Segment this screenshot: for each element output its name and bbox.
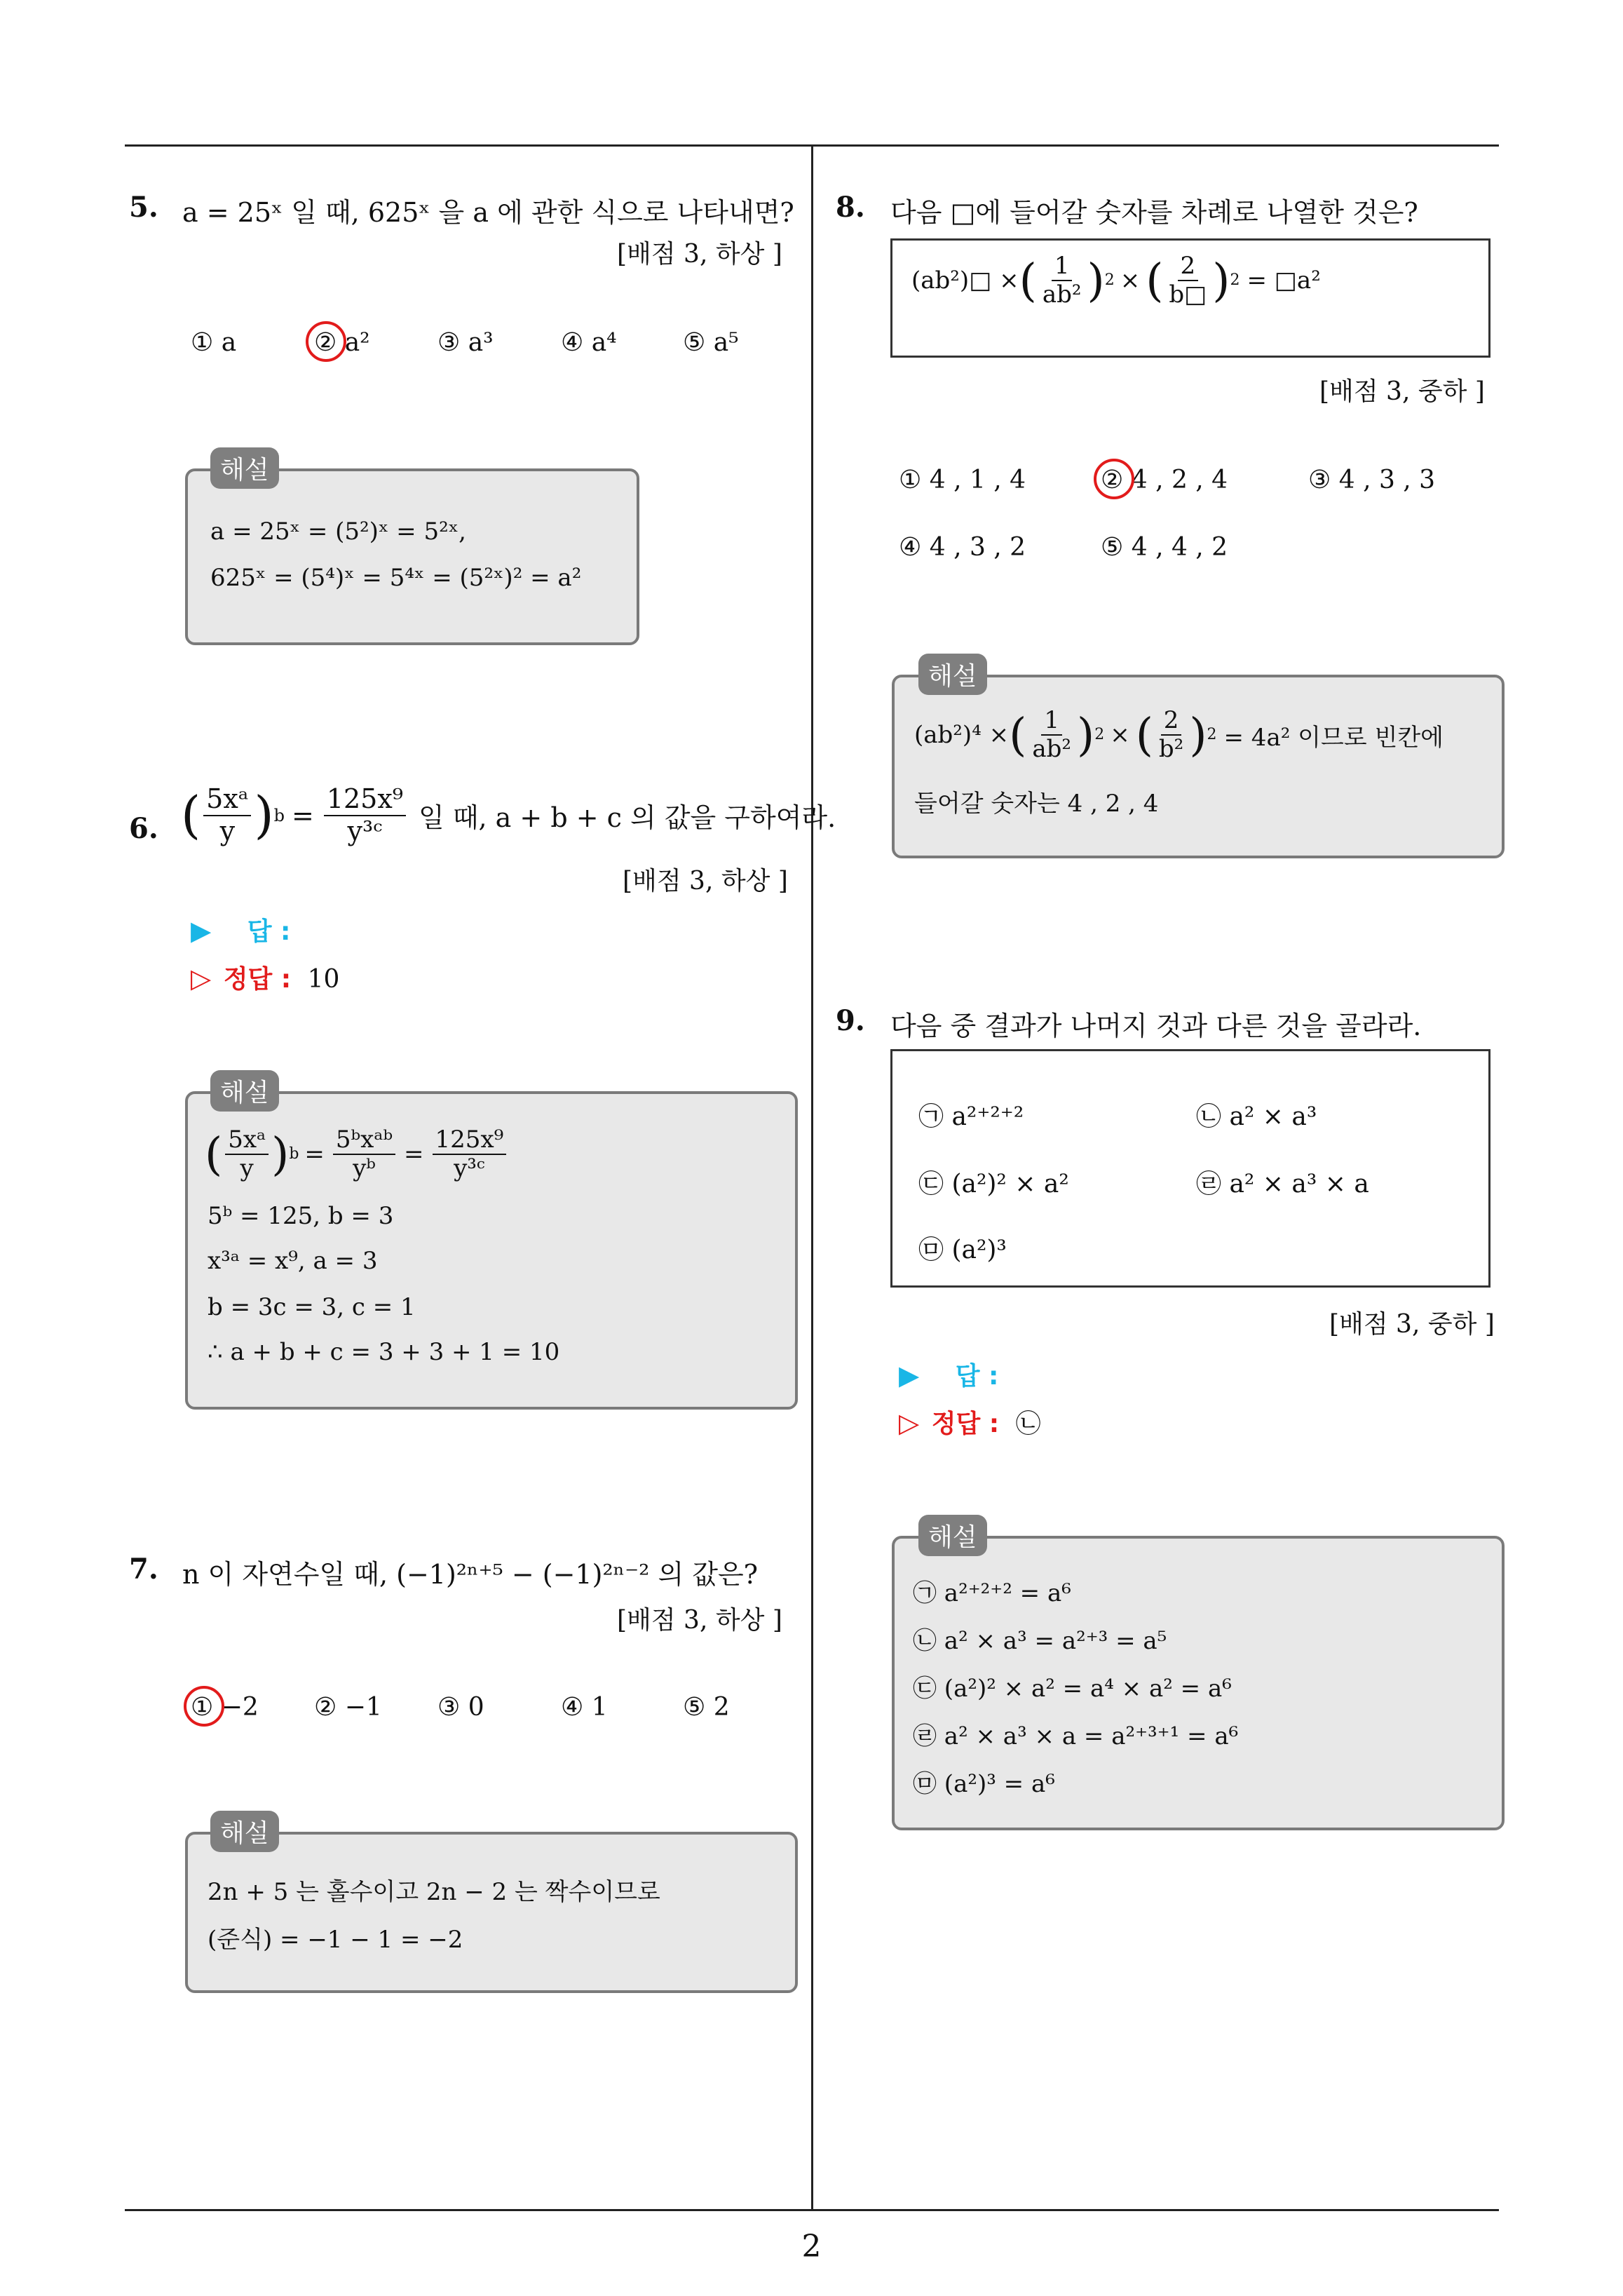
choice-1[interactable]: ① a: [191, 328, 237, 357]
choice-1[interactable]: ① −2: [191, 1693, 259, 1722]
rhs-fraction: $\frac{\text{125x⁹}}{\text{y³ᶜ}}$: [324, 784, 406, 846]
answer-arrow-icon: ▶: [191, 915, 212, 946]
choice-2[interactable]: ② −1: [314, 1693, 382, 1722]
question-number: 8.: [836, 191, 865, 224]
answer-row: [191, 912, 290, 947]
solution-line: ㉠ a²⁺²⁺² = a⁶: [913, 1579, 1071, 1607]
score-label: [배점 3, 하상 ]: [617, 240, 782, 269]
question-number: 5.: [129, 191, 158, 224]
correct-label: 정답 :: [931, 1410, 1000, 1438]
choice-3[interactable]: ③ a³: [437, 328, 494, 357]
score-label: [배점 3, 중하 ]: [1319, 377, 1485, 406]
solution-formula: ( $\frac{\text{5xᵃ}}{y}$ ) b = $\frac{\text{5ᵇxᵃᵇ}}{\text{yᵇ}}$ = $\frac{\text{125x⁹}}{\text{y³ᶜ}}$: [205, 1126, 509, 1182]
item-e: ㉤ (a²)³: [918, 1236, 1007, 1264]
item-c: ㉢ (a²)² × a²: [918, 1170, 1069, 1198]
choice-4[interactable]: ④ 4 , 3 , 2: [899, 533, 1026, 562]
question-text: 일 때, a + b + c 의 값을 구하여라.: [419, 802, 836, 834]
choice-5[interactable]: ⑤ a⁵: [683, 328, 739, 357]
question-text: n 이 자연수일 때, (−1)²ⁿ⁺⁵ − (−1)²ⁿ⁻² 의 값은?: [182, 1559, 759, 1590]
answer-arrow-icon: ▶: [899, 1360, 920, 1391]
question-text: a = 25ˣ 일 때, 625ˣ 을 a 에 관한 식으로 나타내면?: [182, 197, 794, 228]
formula: (ab²)□ × ( $\frac{1}{\text{ab²}}$ ) 2 × ( $\frac{2}{b□}$ ) 2 = □a²: [911, 252, 1321, 309]
bottom-rule: [125, 2209, 1499, 2211]
score-label: [배점 3, 하상 ]: [623, 867, 788, 896]
solution-tab: 해설: [918, 654, 987, 695]
question-text: 다음 중 결과가 나머지 것과 다른 것을 골라라.: [890, 1011, 1422, 1041]
solution-line: b = 3c = 3, c = 1: [208, 1293, 416, 1321]
choice-4[interactable]: ④ a⁴: [561, 328, 617, 357]
choice-2[interactable]: ② 4 , 2 , 4: [1101, 466, 1228, 494]
item-d: ㉣ a² × a³ × a: [1196, 1170, 1369, 1198]
question-number: 9.: [836, 1004, 865, 1037]
solution-line: 2n + 5 는 홀수이고 2n − 2 는 짝수이므로: [208, 1878, 660, 1906]
solution-box: [892, 675, 1505, 858]
answer-label: 답 :: [955, 1362, 999, 1391]
question-number: 7.: [129, 1553, 158, 1586]
choice-3[interactable]: ③ 4 , 3 , 3: [1308, 466, 1436, 494]
solution-line: ㉤ (a²)³ = a⁶: [913, 1770, 1055, 1798]
correct-answer-row: [899, 1404, 1041, 1440]
item-b: ㉡ a² × a³: [1196, 1102, 1317, 1131]
score-label: [배점 3, 하상 ]: [617, 1606, 782, 1635]
choice-5[interactable]: ⑤ 2: [683, 1693, 730, 1722]
correct-label: 정답 :: [223, 965, 292, 994]
solution-line: (준식) = −1 − 1 = −2: [208, 1926, 463, 1954]
solution-box: [185, 468, 639, 645]
score-label: [배점 3, 중하 ]: [1329, 1310, 1495, 1339]
choice-3[interactable]: ③ 0: [437, 1693, 484, 1722]
solution-line: x³ᵃ = x⁹, a = 3: [208, 1247, 378, 1275]
selected-answer-mark: [306, 321, 346, 362]
question-number: 6.: [129, 812, 158, 845]
choice-1[interactable]: ① 4 , 1 , 4: [899, 466, 1026, 494]
solution-tab: 해설: [210, 1811, 279, 1852]
correct-value: 10: [307, 965, 340, 994]
solution-line: ∴ a + b + c = 3 + 3 + 1 = 10: [208, 1338, 560, 1366]
item-a: ㉠ a²⁺²⁺²: [918, 1102, 1024, 1131]
question-text: 다음 □에 들어갈 숫자를 차례로 나열한 것은?: [890, 197, 1418, 228]
choice-2[interactable]: ② a²: [314, 328, 370, 357]
answer-label: 답 :: [247, 917, 291, 946]
solution-tab: 해설: [210, 447, 279, 489]
solution-tab: 해설: [210, 1070, 279, 1112]
question-formula: ( $\frac{\text{5xᵃ}}{y}$ ) b = $\frac{\text{125x⁹}}{\text{y³ᶜ}}$ 일 때, a + b + c 의 값을 구하여라.: [181, 783, 836, 846]
solution-line: 5ᵇ = 125, b = 3: [208, 1202, 394, 1230]
solution-line: a = 25ˣ = (5²)ˣ = 5²ˣ,: [210, 518, 466, 546]
solution-line: 들어갈 숫자는 4 , 2 , 4: [914, 790, 1159, 818]
choice-5[interactable]: ⑤ 4 , 4 , 2: [1101, 533, 1228, 562]
lhs-fraction: $\frac{\text{5xᵃ}}{y}$: [203, 784, 251, 846]
column-divider: [811, 144, 813, 2210]
correct-value: ㉡: [1015, 1410, 1041, 1438]
solution-tab: 해설: [918, 1515, 987, 1556]
answer-row: [899, 1356, 998, 1392]
solution-line: ㉡ a² × a³ = a²⁺³ = a⁵: [913, 1627, 1167, 1655]
solution-line: 625ˣ = (5⁴)ˣ = 5⁴ˣ = (5²ˣ)² = a²: [210, 564, 582, 592]
solution-formula: (ab²)⁴ × ( $\frac{1}{\text{ab²}}$ ) 2 × ( $\frac{2}{\text{b²}}$ ) 2 = 4a² 이므로 빈칸에: [914, 706, 1444, 764]
choice-4[interactable]: ④ 1: [561, 1693, 608, 1722]
correct-arrow-icon: ▷: [899, 1407, 920, 1438]
correct-answer-row: [191, 959, 339, 995]
solution-line: ㉢ (a²)² × a² = a⁴ × a² = a⁶: [913, 1675, 1232, 1703]
selected-answer-mark: [1094, 459, 1134, 499]
selected-answer-mark: [184, 1686, 224, 1727]
solution-line: ㉣ a² × a³ × a = a²⁺³⁺¹ = a⁶: [913, 1722, 1239, 1750]
correct-arrow-icon: ▷: [191, 963, 212, 994]
solution-box: [185, 1832, 798, 1993]
page-number: 2: [801, 2229, 822, 2264]
